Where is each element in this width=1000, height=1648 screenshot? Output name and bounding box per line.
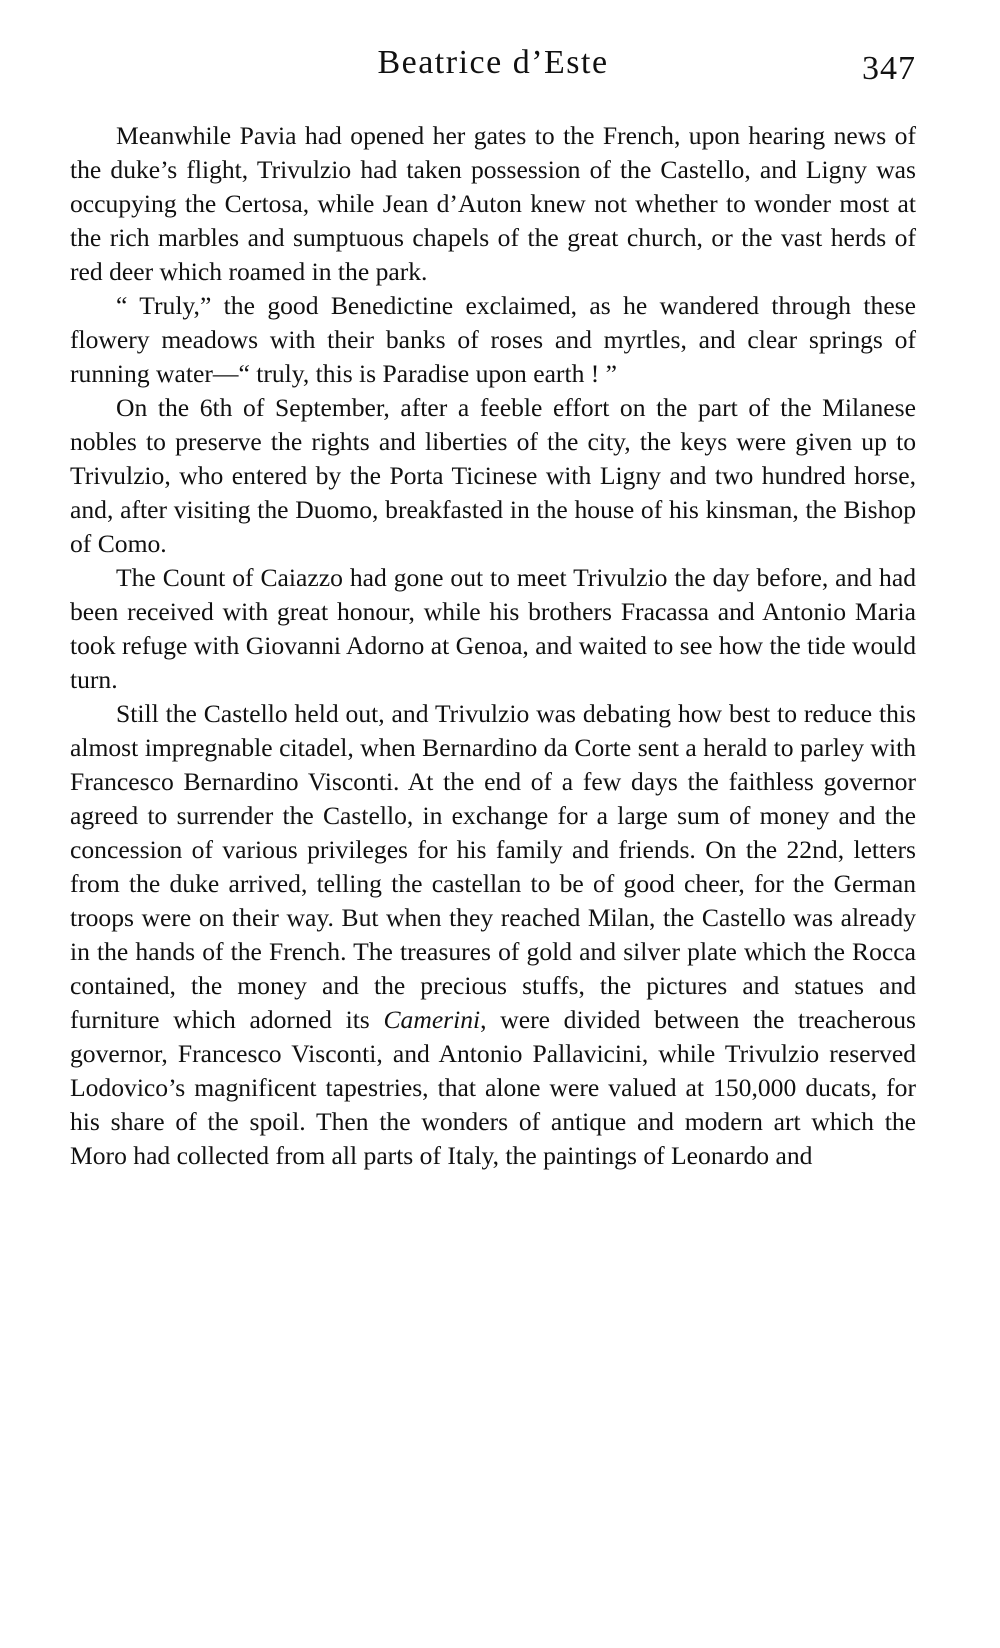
body-text <box>70 119 916 1173</box>
paragraph-truly: “ Truly,” the good Benedictine exclaimed, as he wandered through these flowery meadows with their banks of roses and myrtles, and clear springs of running water—“ truly, this is Paradise upon earth ! ” <box>70 291 916 388</box>
paragraph-pavia: Meanwhile Pavia had opened her gates to the French, upon hearing news of the duke’s flight, Trivulzio had taken possession of the Castello, and Ligny was occupying the Certosa, while Jean d’Auton knew not whether to wonder most at the rich marbles and sumptuous chapels of the great church, or the vast herds of red deer which roamed in the park. <box>70 121 916 286</box>
running-title: Beatrice d’Este <box>377 44 609 81</box>
paragraph-castello-text-2: , were divided between the treacherous governor, Francesco Visconti, and Antonio Pallavicini, while Trivulzio reserved Lodovico’s magnificent tapestries, that alone were valued at 150,000 ducats, for his share of the spoil. Then the wonders of antique and modern art which the Moro had collected from all parts of Italy, the paintings of Leonardo and <box>70 1005 916 1170</box>
paragraph-caiazzo: The Count of Caiazzo had gone out to meet Trivulzio the day before, and had been received with great honour, while his brothers Fracassa and Antonio Maria took refuge with Giovanni Adorno at Genoa, and waited to see how the tide would turn. <box>70 563 916 694</box>
paragraph-castello-text-1: Still the Castello held out, and Trivulzio was debating how best to reduce this almost impregnable citadel, when Bernardino da Corte sent a herald to parley with Francesco Bernardino Visconti. At the end of a few days the faithless governor agreed to surrender the Castello, in exchange for a large sum of money and the concession of various privileges for his family and friends. On the 22nd, letters from the duke arrived, telling the castellan to be of good cheer, for the German troops were on their way. But when they reached Milan, the Castello was already in the hands of the French. The treasures of gold and silver plate which the Rocca contained, the money and the precious stuffs, the pictures and statues and furniture which adorned its <box>70 699 916 1034</box>
paragraph-castello <box>70 697 916 1173</box>
page-number: 347 <box>862 50 916 87</box>
running-head <box>70 44 916 94</box>
italic-camerini: Camerini <box>383 1005 481 1034</box>
paragraph-september: On the 6th of September, after a feeble effort on the part of the Milanese nobles to preserve the rights and liberties of the city, the keys were given up to Trivulzio, who entered by the Porta Ticinese with Ligny and two hundred horse, and, after visiting the Duomo, breakfasted in the house of his kinsman, the Bishop of Como. <box>70 393 916 558</box>
